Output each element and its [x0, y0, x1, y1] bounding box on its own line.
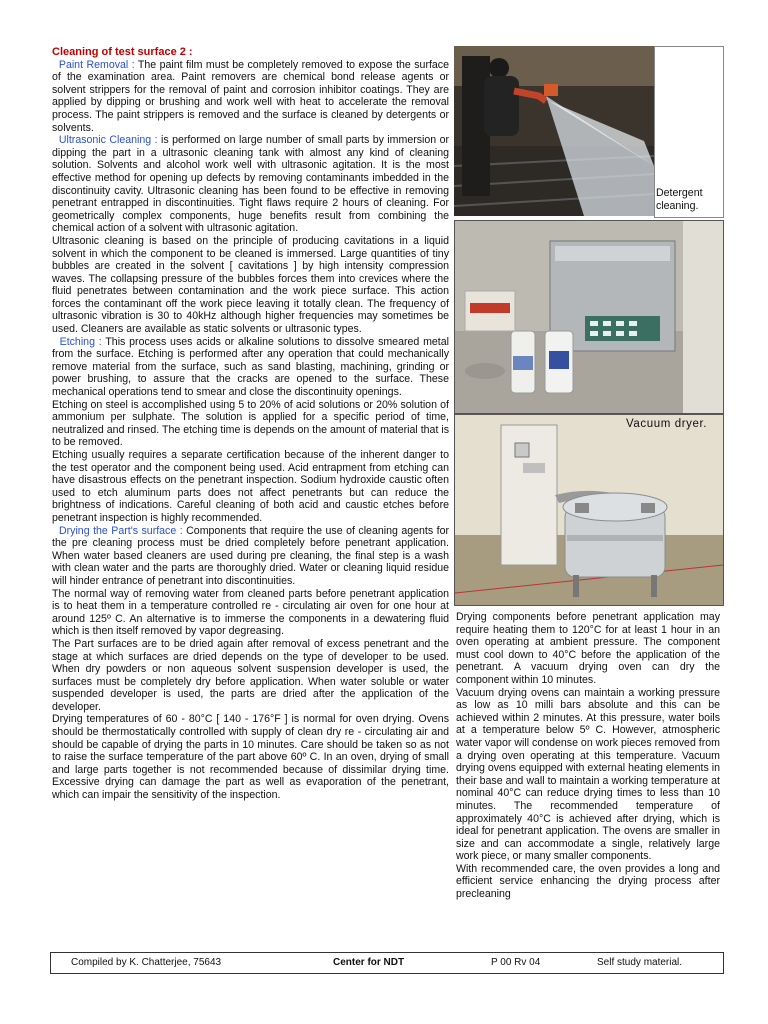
page-footer	[50, 952, 724, 974]
right-paragraph-2: Vacuum drying ovens can maintain a working pressure as low as 10 milli bars absolute and this can be achieved within 2 minutes. At this pressure, water boils at a temperature below 5º C. However, atmospheric water vapor will condense on work pieces removed from a drying oven operating at this temperature. Vacuum drying ovens equipped with external heating elements in their base and wall to maintain a working temperature at nominal 40°C can reduce drying times to less than 10 minutes. The recommended temperature of approximately 40°C is achieved after drying, which is ideal for penetrant application. The ovens are smaller in size and can accommodate a single, relatively large work piece, or many smaller components.	[456, 686, 720, 863]
vacuum-caption: Vacuum dryer.	[626, 418, 708, 430]
paint-removal-paragraph	[52, 59, 449, 135]
etching-paragraph-2: Etching on steel is accomplished using 5 to 20% of acid solutions or 20% solution of ammonium per sulphate. The solution is applied for a specific period of time, neutralized and rinsed. The etching time is depends on the amount of material that is to be removed.	[52, 398, 449, 449]
drying-paragraph-4: Drying temperatures of 60 - 80°C [ 140 - 176°F ] is normal for oven drying. Ovens should be thermostatically controlled with supply of clean dry re - circulating air and should be capable of drying the parts in 10 minutes. Care should be taken so as not to raise the surface temperature of the part above 60º C. In an oven, drying of small and large parts together is not recommended because of dissimilar drying time. Excessive drying can damage the part as well as evaporation of the penetrant, which can impair the sensitivity of the inspection.	[52, 713, 449, 802]
drying-text-1: Components that require the use of cleaning agents for the pre cleaning process must be dried completely before penetrant application. When water based cleaners are used during pre cleaning, the final step is a wash with clean water and the parts are thoroughly dried. Water or cleaning liquid residue will hinder entrance of penetrant into discontinuities.	[52, 524, 449, 587]
vacuum-drying-text	[456, 611, 720, 949]
left-column	[52, 46, 449, 946]
etching-heading: Etching :	[59, 335, 102, 348]
paint-removal-heading: Paint Removal :	[58, 58, 135, 71]
ultrasonic-text-1: is performed on large number of small parts by immersion or dipping the part in a ultrasonic cleaning tank with almost any kind of cleaning solution. Solvents and alcohol work well with ultrasonic agitation. It is the most effective method for opening up defects by removing contaminants imbedded in the discontinuity cavity. Ultrasonic cleaning has been found to be effective in removing penetrant entrapped in discontinuities. Tight flaws require 2 hours of cleaning. For geometrically complex components, huge benefits result from combining the chemical action of a solvent with ultrasonic agitation.	[52, 134, 449, 235]
ultrasonic-heading: Ultrasonic Cleaning :	[58, 134, 158, 147]
footer-page: P 00 Rv 04	[491, 957, 541, 968]
detergent-cleaning-photo	[454, 46, 654, 216]
ultrasonic-paragraph-2: Ultrasonic cleaning is based on the principle of producing cavitations in a liquid solvent in which the component to be cleaned is immersed. Large quantities of tiny bubbles are created in the solvent [ cavitations ] by high intensity compression waves. The collapsing pressure of the bubbles forces them into crevices where the fluid penetrates between contamination and the work piece surface. This action forces the contaminant off the work piece leaving it totally clean. The frequency of ultrasonic vibration is 30 to 40kHz although higher frequencies may sometimes be used. Cleaners are available as static solvents or ultrasonic types.	[52, 234, 449, 336]
drying-paragraph-2: The normal way of removing water from cleaned parts before penetrant application is to heat them in a temperature controlled re - circulating air oven for one hour at around 125º C. An alternative is to immerse the components in a dewatering fluid which is then itself removed by vapor degreasing.	[52, 587, 449, 638]
footer-center: Center for NDT	[333, 957, 405, 968]
vacuum-dryer-photo	[454, 414, 724, 606]
drying-paragraph	[52, 525, 449, 588]
drying-paragraph-3: The Part surfaces are to be dried again after removal of excess penetrant and the stage at which surfaces are dried depends on the type of developer to be used. When dry powders or non aqueous solvent suspension developer is used, the surfaces must be completely dry before application. When water soluble or water suspended developer is used, the parts are dried after the application of the developer.	[52, 637, 449, 713]
drying-heading: Drying the Part's surface :	[58, 524, 183, 537]
ultrasonic-cleaner-photo	[454, 220, 724, 414]
etching-paragraph	[52, 336, 449, 399]
right-paragraph-3: With recommended care, the oven provides a long and efficient service enhancing the drying process after precleaning	[456, 862, 720, 901]
paint-removal-text: The paint film must be completely removed to expose the surface of the examination area. Paint removers are chemical bond release agents or solvent strippers for the removal of paint and corrosion inhibitor coatings. They are applied by dipping or brushing and work well with heat to accelerate the removal process. The paint strippers is removed and the surface is cleaned by detergents or solvents.	[52, 58, 449, 134]
detergent-caption: Detergent cleaning.	[656, 187, 703, 212]
etching-paragraph-3: Etching usually requires a separate certification because of the inherent danger to the test operator and the component being used. Acid entrapment from etching can have disastrous effects on the penetrant inspection. Sodium hydroxide caustic often used to etch aluminum parts does not affect penetrants but can reduce the brightness of indications. Careful cleaning of both acid and caustic etches before penetrant inspection is highly recommended.	[52, 449, 449, 524]
ultrasonic-cleaner-illustration	[455, 221, 723, 413]
footer-compiled: Compiled by K. Chatterjee, 75643	[71, 957, 222, 968]
ultrasonic-paragraph	[52, 134, 449, 235]
etching-text-1: This process uses acids or alkaline solutions to dissolve smeared metal from the surface. Etching is performed after any operation that could mechanically remove material from the surface, such as sand blasting, machining, grinding or power brushing, to assure that the cracks are opened to the surface. These mechanical operations tend to smear and close the discontinuity openings.	[52, 335, 449, 399]
footer-material: Self study material.	[597, 957, 683, 968]
section-title: Cleaning of test surface 2 :	[52, 46, 193, 58]
detergent-cleaning-illustration	[454, 46, 654, 216]
right-paragraph-1: Drying components before penetrant application may require heating them to 120°C for at least 1 hour in an oven operating at ambient pressure. The component must cool down to 40°C before the application of the penetrant. A vacuum drying oven can dry the component within 10 minutes.	[456, 611, 720, 686]
vacuum-dryer-illustration	[455, 415, 723, 605]
